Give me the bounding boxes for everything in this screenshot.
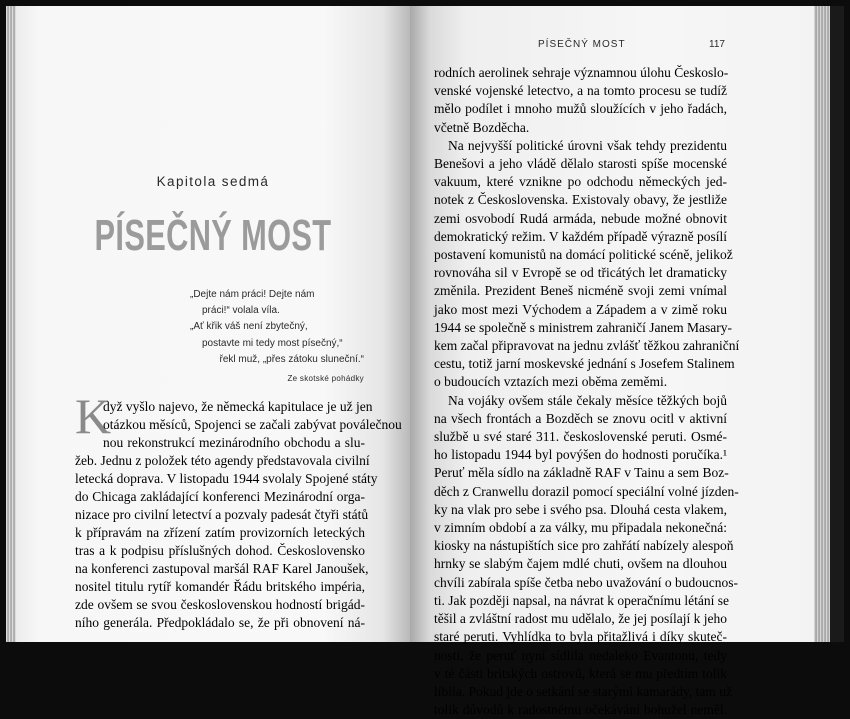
chapter-label: Kapitola sedmá	[156, 174, 270, 189]
text-line: tolik důvodů k radostnému očekávání bohužel neměl.	[434, 702, 727, 718]
epigraph-line: postavte mi tedy most písečný,“	[202, 337, 343, 349]
text-line: chvíli zabírala spíše četba nebo uvažování o budoucnos-	[434, 574, 739, 590]
chapter-title: PÍSEČNÝ MOST	[94, 211, 332, 260]
text-line: kiosky na nástupištích sice pro zahřátí nabízely alespoň	[434, 538, 734, 554]
text-line: ho listopadu 1944 byl povýšen do hodnosti poručíka.¹	[434, 447, 727, 463]
text-line: 1944 se společně s ministrem zahraničí Janem Masary-	[434, 319, 733, 335]
text-line: žeb. Jednu z položek této agendy představovala civilní	[75, 453, 370, 468]
text-line: službě u své staré 311. československé peruti. Osmé-	[434, 429, 727, 445]
text-line: venské vojenské letectvo, a na tomto procesu se tudíž	[434, 83, 727, 99]
text-line: notek z Československa. Existovaly obavy, že jestliže	[434, 192, 727, 208]
text-line: vakuum, které vznikne po odchodu německých jed-	[434, 174, 727, 190]
text-line: v té části britských ostrovů, která se mu předtím tolik	[434, 665, 727, 681]
running-head: PÍSEČNÝ MOST	[538, 39, 626, 50]
left-page-edges	[6, 6, 16, 642]
text-line: nou rekonstrukcí mezinárodního obchodu a slu-	[103, 435, 365, 450]
text-line: dyž vyšlo najevo, že německá kapitulace je už jen	[103, 399, 373, 414]
text-line: na konferenci zastupoval maršál RAF Karel Janoušek,	[75, 561, 369, 576]
epigraph-line: „Dejte nám práci! Dejte nám	[190, 289, 315, 300]
text-line: zemi osvobodí Rudá armáda, nebude možné obnovit	[434, 210, 727, 226]
text-line: děch z Cranwellu dorazil pomocí speciální volné jízden-	[434, 483, 739, 499]
text-line: cestu, totiž jarní moskevské jednání s Josefem Stalinem	[434, 356, 735, 372]
text-line: ky na vlak pro sebe i svého psa. Dlouhá cesta vlakem,	[434, 501, 727, 517]
text-line: o budoucích vztazích mezi oběma zeměmi.	[434, 374, 668, 390]
text-line: Benešovi a jeho vládě dělalo starosti spíše mocenské	[434, 156, 727, 172]
text-line: demokratický režim. V každém případě výrazně posílí	[434, 228, 728, 244]
text-line: Na nejvyšší politické úrovni však tehdy prezidentu	[448, 137, 727, 153]
right-page-edges	[814, 6, 830, 642]
left-body-text	[75, 388, 402, 632]
text-line: včetně Bozděcha.	[434, 119, 530, 135]
text-line: v zimním období a za války, mu připadala nekonečná:	[434, 520, 727, 536]
drop-cap: K	[75, 388, 112, 444]
text-line: postavení komunistů na domácí politické scéně, jelikož	[434, 247, 733, 263]
page-number: 117	[709, 39, 725, 50]
text-line: jako most mezi Východem a Západem a v zimě roku	[434, 301, 727, 317]
text-line: mělo podílet i mnoho mužů sloužících v jeho řadách,	[434, 101, 727, 117]
right-body-text	[434, 64, 740, 719]
text-line: Na vojáky ovšem stále čekaly měsíce těžkých bojů	[448, 392, 727, 408]
text-line: Peruť měla sídlo na základně RAF v Tainu a sem Boz-	[434, 465, 729, 481]
epigraph	[190, 287, 364, 387]
epigraph-line: práci!“ volala víla.	[202, 305, 280, 317]
text-line: zde ovšem se svou československou hodností brigád-	[75, 597, 365, 612]
text-line: rodních aerolinek sehraje významnou úlohu Českoslo-	[434, 65, 729, 80]
text-line: nositel titulu rytíř komandér Řádu britského impéria,	[75, 579, 365, 594]
epigraph-source: Ze skotské pohádky	[287, 374, 364, 384]
text-line: otázkou měsíců, Spojenci se začali zabývat poválečnou	[103, 417, 402, 432]
text-line: líbila. Pokud jde o setkání se starými kamarády, tam už	[434, 683, 732, 699]
text-line: rovnováha sil v Evropě se od třicátých let dramaticky	[434, 265, 727, 281]
text-line: hrnky se slabým čajem mdlé chuti, ovšem na dlouhou	[434, 556, 727, 572]
text-line: tras a k podpisu příslušných dohod. Československo	[75, 543, 365, 558]
epigraph-line: „Ať křik váš není zbytečný,	[190, 321, 308, 333]
epigraph-line: řekl muž, „přes zátoku sluneční.“	[219, 353, 364, 365]
text-line: změnila. Prezident Beneš nicméně svoji zemi vnímal	[434, 283, 727, 299]
text-line: na všech frontách a Bozděch se znovu ocitl v aktivní	[434, 410, 727, 426]
text-line: nizace pro civilní letectví a pozvaly padesát čtyři států	[75, 507, 369, 522]
text-line: nosti, že peruť nyní sídlila nedaleko Evantonu, tedy	[434, 647, 727, 663]
text-line: staré peruti. Vyhlídka to byla přitažlivá i díky skuteč-	[434, 629, 727, 645]
text-line: kem začal připravovat na jednu zvlášť těžkou zahraniční	[434, 338, 740, 354]
text-line: těšil a zvláštní radost mu udělalo, že jej posílají k jeho	[434, 611, 727, 627]
text-line: ti. Jak později napsal, na návrat k operačnímu létání se	[434, 592, 730, 608]
text-line: k přípravám na zřízení zatím provizorních leteckých	[75, 525, 365, 540]
text-line: do Chicaga zakládající konferenci Mezinárodní orga-	[75, 489, 365, 504]
text-line: ního generála. Předpokládalo se, že při obnovení ná-	[75, 615, 365, 630]
text-line: letecká doprava. V listopadu 1944 svolaly Spojené státy	[75, 471, 378, 486]
